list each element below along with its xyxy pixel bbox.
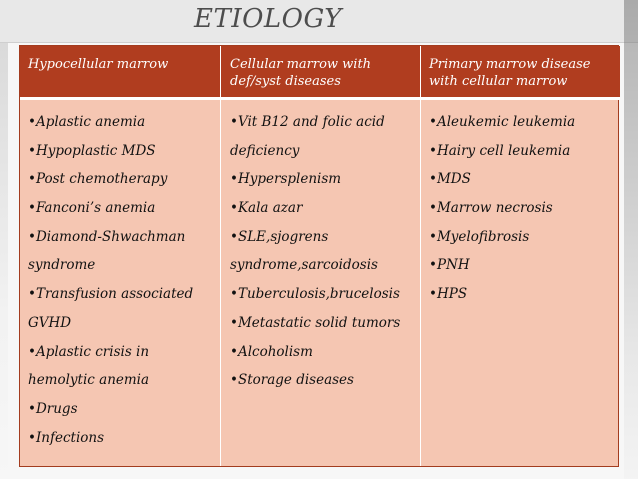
- list-item: •HPS: [429, 286, 468, 303]
- header-primary-marrow-disease: [429, 56, 619, 90]
- list-item: •Myelofibrosis: [429, 228, 530, 245]
- list-item: •Drugs: [28, 400, 78, 417]
- list-item: •Metastatic solid tumors: [230, 314, 401, 331]
- column-divider-2: [420, 46, 421, 466]
- list-item: •PNH: [429, 257, 470, 274]
- list-item: syndrome,sarcoidosis: [230, 257, 378, 274]
- list-item: •Alcoholism: [230, 343, 313, 360]
- list-item: hemolytic anemia: [28, 372, 150, 389]
- header-line: Hypocellular marrow: [28, 57, 169, 72]
- column-divider-1: [220, 46, 221, 466]
- left-decorative-rail: [0, 0, 8, 479]
- header-line: Primary marrow disease: [429, 57, 591, 72]
- list-item: •Fanconi’s anemia: [28, 200, 156, 217]
- list-item: •Infections: [28, 429, 105, 446]
- list-item: syndrome: [28, 257, 96, 274]
- list-item: •Aleukemic leukemia: [429, 114, 576, 130]
- column-hypocellular-list: [28, 108, 218, 452]
- header-line: def/syst diseases: [230, 74, 341, 89]
- list-item: •Marrow necrosis: [429, 200, 553, 217]
- list-item: •SLE,sjogrens: [230, 228, 329, 245]
- list-item: •Hairy cell leukemia: [429, 142, 571, 159]
- list-item: •Aplastic crisis in: [28, 343, 150, 360]
- list-item: •MDS: [429, 171, 471, 188]
- header-line: Cellular marrow with: [230, 57, 372, 72]
- list-item: GVHD: [28, 314, 72, 331]
- slide-title: ETIOLOGY: [194, 4, 342, 34]
- etiology-table: [19, 45, 619, 467]
- list-item: •Kala azar: [230, 200, 303, 217]
- header-hypocellular-marrow: [28, 56, 218, 73]
- list-item: •Vit B12 and folic acid: [230, 114, 385, 130]
- list-item: •Diamond-Shwachman: [28, 228, 186, 245]
- list-item: deficiency: [230, 142, 300, 159]
- list-item: •Post chemotherapy: [28, 171, 168, 188]
- list-item: •Aplastic anemia: [28, 114, 146, 130]
- header-line: with cellular marrow: [429, 74, 568, 89]
- list-item: •Hypersplenism: [230, 171, 342, 188]
- column-cellular-def-syst-list: [230, 108, 420, 395]
- list-item: •Tuberculosis,brucelosis: [230, 286, 400, 303]
- list-item: •Transfusion associated: [28, 286, 194, 303]
- header-cellular-marrow-def-syst: [230, 56, 420, 90]
- column-primary-marrow-list: [429, 108, 619, 309]
- list-item: •Storage diseases: [230, 372, 354, 389]
- list-item: •Hypoplastic MDS: [28, 142, 156, 159]
- right-decorative-rail: [624, 0, 638, 479]
